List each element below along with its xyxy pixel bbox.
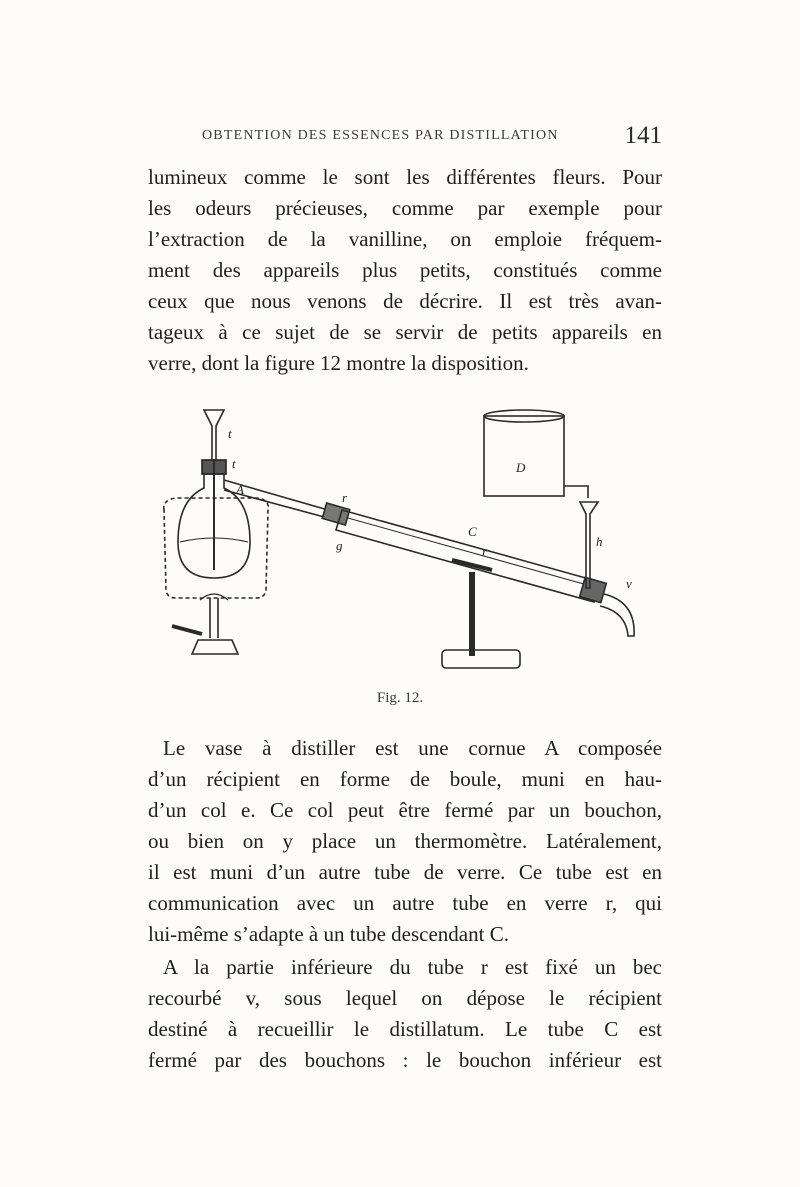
text-line: ment des appareils plus petits, constitués comme — [148, 258, 662, 282]
water-bath — [164, 498, 269, 598]
text-line: les odeurs précieuses, comme par exemple pour — [148, 196, 662, 220]
text-line: ou bien on y place un thermomètre. Latéralement, — [148, 829, 662, 853]
text-line: Le vase à distiller est une cornue A composée — [163, 736, 662, 760]
label-stopper: t — [232, 456, 236, 471]
text-line: d’un col e. Ce col peut être fermé par un bouchon, — [148, 798, 662, 822]
reservoir — [484, 416, 564, 496]
burner-stem — [210, 598, 218, 638]
tap — [564, 486, 588, 498]
flame — [200, 594, 228, 600]
gas-inlet — [172, 626, 202, 634]
text-line: recourbé v, sous lequel on dépose le récipient — [148, 986, 662, 1010]
text-line: d’un récipient en forme de boule, muni en hau- — [148, 767, 662, 791]
text-line: lumineux comme le sont les différentes fleurs. Pour — [148, 165, 662, 189]
label-reservoir: D — [516, 460, 526, 475]
paragraph-2 — [148, 733, 662, 950]
text-line: fermé par des bouchons : le bouchon inférieur est — [148, 1048, 662, 1072]
page-header — [202, 122, 662, 152]
text-line: l’extraction de la vanilline, on emploie fréquem- — [148, 227, 662, 251]
label-spout: v — [626, 576, 632, 591]
text-line: communication avec un autre tube en verre r, qui — [148, 891, 662, 915]
text-line: verre, dont la figure 12 montre la disposition. — [148, 351, 529, 375]
label-condenser: C — [468, 524, 477, 539]
label-glass-tube: r — [342, 490, 348, 505]
text-line: lui-même s’adapte à un tube descendant C. — [148, 922, 509, 946]
text-line: il est muni d’un autre tube de verre. Ce tube est en — [148, 860, 662, 884]
paragraph-3 — [148, 952, 662, 1076]
paragraph-1 — [148, 162, 662, 379]
spout — [600, 594, 634, 636]
figure-caption: Fig. 12. — [376, 690, 424, 706]
funnel — [204, 410, 224, 460]
joint — [322, 503, 349, 525]
label-joint: g — [336, 538, 343, 553]
running-title: OBTENTION DES ESSENCES PAR DISTILLATION — [202, 128, 559, 143]
label-funnel: t — [228, 426, 232, 441]
stand-base — [442, 650, 520, 668]
label-feed-tube: h — [596, 534, 603, 549]
text-line: A la partie inférieure du tube r est fixé un bec — [163, 955, 662, 979]
text-line: destiné à recueillir le distillatum. Le tube C est — [148, 1017, 662, 1041]
distillation-apparatus-illustration — [152, 402, 672, 674]
burner-base — [192, 640, 238, 654]
text-line: tageux à ce sujet de se servir de petits appareils en — [148, 320, 662, 344]
distillation-apparatus-figure — [152, 402, 672, 674]
label-inner-tube: r — [482, 544, 488, 559]
page-number: 141 — [624, 122, 662, 149]
label-retort: A — [236, 482, 244, 497]
text-line: ceux que nous venons de décrire. Il est très avan- — [148, 289, 662, 313]
